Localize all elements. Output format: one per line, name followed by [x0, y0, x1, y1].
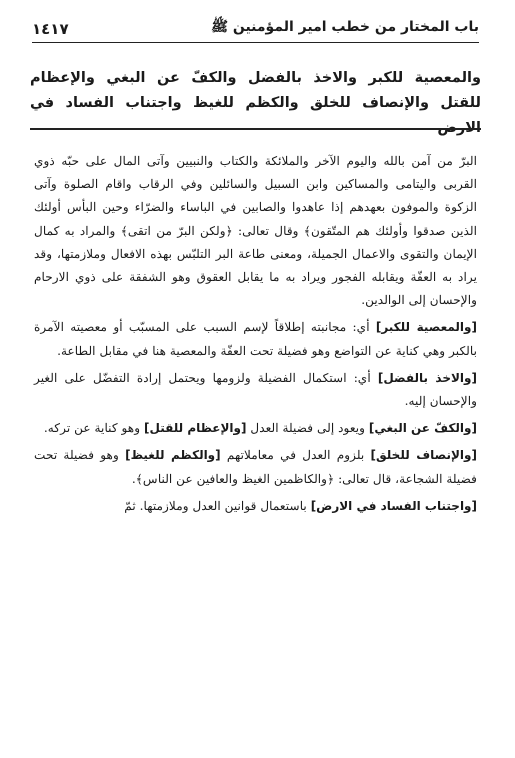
lemma: [والاخذ بالفضل] — [377, 370, 477, 385]
lemma: [والمعصية للكبر] — [375, 320, 477, 335]
entry-paragraph — [34, 367, 477, 413]
entry-paragraph — [34, 444, 477, 490]
commentary: ويعود إلى فضيلة العدل — [246, 421, 369, 436]
running-head: باب المختار من خطب امير المؤمنين ﷺ — [211, 19, 479, 35]
commentary: أي: استكمال الفضيلة ولزومها ويحتمل إرادة التفضّل على الغير والإحسان إليه. — [34, 370, 477, 409]
body-text — [34, 150, 477, 518]
commentary: أي: مجانبته إطلاقاً لإسم السبب على المسبّب أو معصيته الآمرة بالكبر وهي كناية عن التواضع وهو فضيلة تحت العفّة والمعصية هنا في مقابل الطاعة. — [34, 320, 477, 358]
entry-paragraph — [34, 495, 477, 518]
title-divider — [30, 128, 481, 130]
section-title: والمعصية للكبر والاخذ بالفضل والكفّ عن البغي والإعظام للقتل والإنصاف للخلق والكظم للغيظ واجتناب الفساد في الارض — [30, 70, 481, 136]
page-number: ١٤١٧ — [32, 20, 69, 38]
commentary: وهو فضيلة تحت فضيلة الشجاعة، قال تعالى: ﴿والكاظمين الغيظ والعافين عن الناس﴾. — [34, 448, 477, 486]
lemma: [واجتناب الفساد في الارض] — [310, 498, 477, 513]
page-header — [32, 16, 479, 43]
lemma: [والكظم للغيظ] — [125, 448, 221, 463]
commentary: وهو كناية عن تركه. — [43, 421, 144, 436]
lemma: [والكفّ عن البغي] — [368, 421, 477, 436]
lemma: [والإنصاف للخلق] — [370, 448, 477, 463]
entry-paragraph — [34, 316, 477, 362]
intro-paragraph: البرّ من آمن بالله واليوم الآخر والملائكة والكتاب والنبيين وآتى المال على حبّه ذوي القربى واليتامى والمساكين وابن السبيل والسائلين وفي الرقاب واقام الصلوة وآتى الزكوة والموفون بعهدهم إذا عاهدوا والصابين في الباساء والضرّاء وحين البأس أولئك الذين صدقوا وأولئك هم المتّقون﴾ وقال تعالى: ﴿ولكن البرّ من اتقى﴾ والمراد به كمال الإيمان والتقوى والاعمال الجميلة، ومعنى طاعة البر التلبّس بهذه الافعال وملازمتها، وقد يراد به العفّة ويقابله الفجور ويراد به ما يقابل العقوق وهو الشفقة على ذوي الارحام والإحسان إلى الوالدين. — [34, 154, 477, 308]
commentary: بلزوم العدل في معاملاتهم — [220, 448, 371, 463]
entry-paragraph — [34, 417, 477, 440]
commentary: باستعمال قوانين العدل وملازمتها. ثمّ — [124, 498, 311, 513]
lemma: [والإعظام للقتل] — [144, 421, 247, 436]
